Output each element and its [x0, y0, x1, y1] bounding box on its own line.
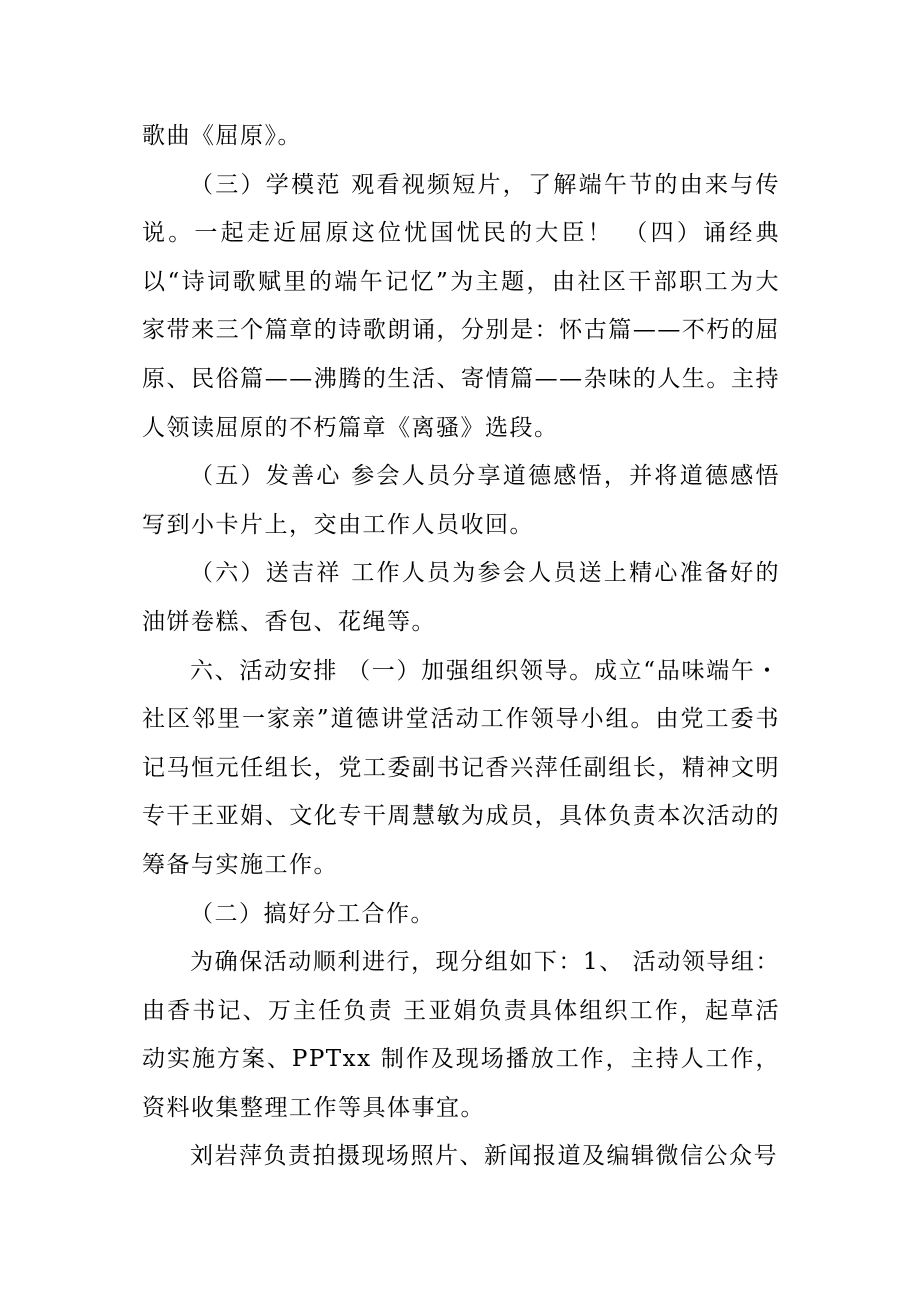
paragraph-blessings: （六）送吉祥 工作人员为参会人员送上精心准备好的油饼卷糕、香包、花绳等。 [142, 560, 780, 635]
document-body [142, 112, 780, 1181]
paragraph-photo-duty: 刘岩萍负责拍摄现场照片、新闻报道及编辑微信公众号 [190, 1143, 778, 1170]
paragraph-division-of-work: （二）搞好分工合作。 [190, 900, 435, 927]
paragraph-song-title: 歌曲《屈原》。 [142, 123, 302, 149]
paragraph-activity-arrangement: 六、活动安排 （一）加强组织领导。成立“品味端午・社区邻里一家亲”道德讲堂活动工作领导小组。由党工委书记马恒元任组长，党工委副书记香兴萍任副组长，精神文明专干王亚娟、文化专干周慧敏为成员，具体负责本次活动的筹备与实施工作。 [142, 657, 780, 878]
paragraph-kindness: （五）发善心 参会人员分享道德感悟，并将道德感悟写到小卡片上，交由工作人员收回。 [142, 463, 780, 538]
paragraph-group-assignment: 为确保活动顺利进行，现分组如下：1、 活动领导组：由香书记、万主任负责 王亚娟负责具体组织工作，起草活动实施方案、PPTxx 制作及现场播放工作，主持人工作，资料收集整理工作等具体事宜。 [142, 949, 780, 1121]
paragraph-learn-models: （三）学模范 观看视频短片，了解端午节的由来与传说。一起走近屈原这位忧国忧民的大臣！ （四）诵经典 以“诗词歌赋里的端午记忆”为主题，由社区干部职工为大家带来三个篇章的诗歌朗诵，分别是：怀古篇——不朽的屈原、民俗篇——沸腾的生活、寄情篇——杂味的人生。主持人领读屈原的不朽篇章《离骚》选段。 [142, 171, 780, 441]
